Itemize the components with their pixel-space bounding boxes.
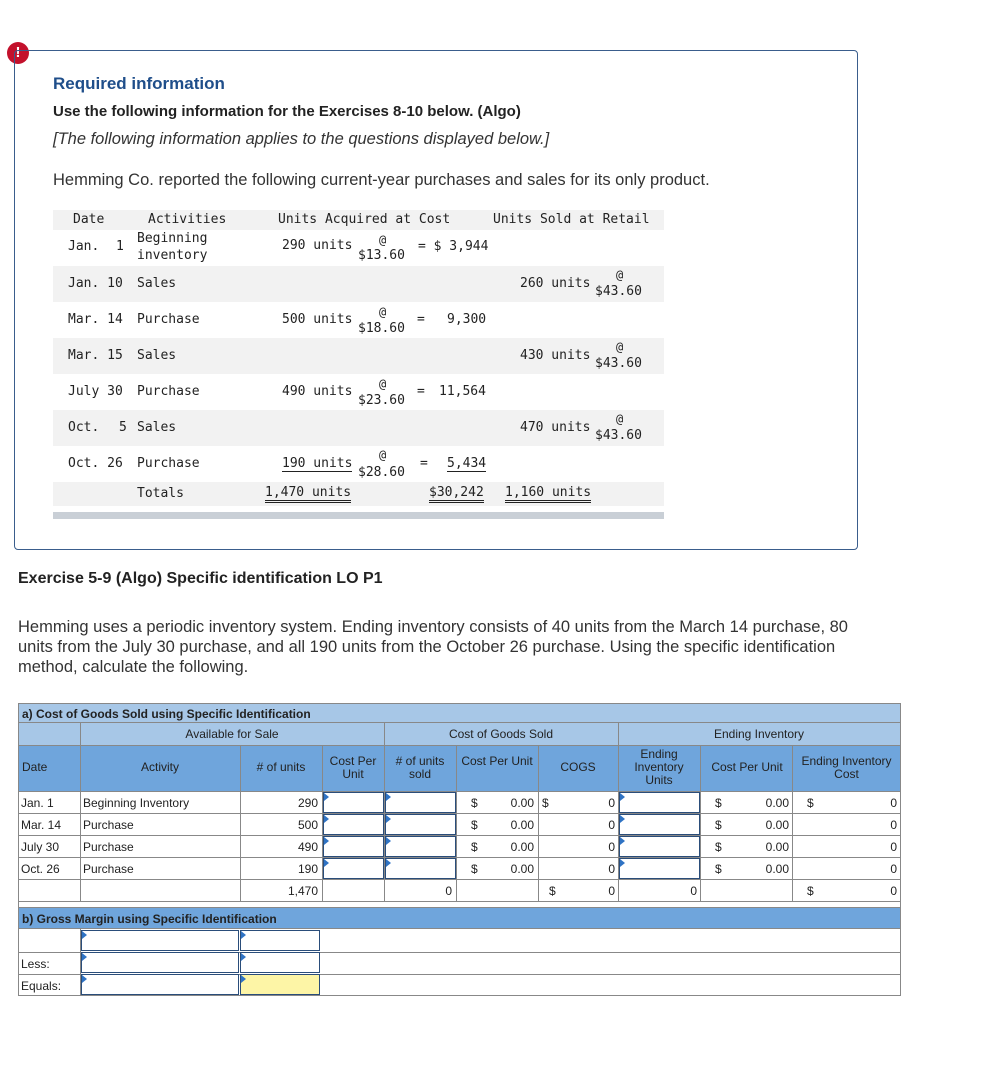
col-cogs-cost-per-unit: Cost Per Unit bbox=[461, 754, 533, 768]
table-bottom-bar bbox=[53, 512, 664, 519]
units-sold-input-jul30[interactable] bbox=[385, 836, 456, 857]
cost-per-unit-input-oct26[interactable] bbox=[323, 858, 384, 879]
cost-per-unit-input-mar14[interactable] bbox=[323, 814, 384, 835]
required-info-subtitle: Use the following information for the Exercises 8-10 below. (Algo) bbox=[53, 103, 521, 120]
table-row bbox=[53, 302, 664, 338]
row-cogs-cost-per-unit: 0.00 bbox=[510, 862, 534, 876]
table-row bbox=[53, 338, 664, 374]
part-a-header bbox=[19, 704, 900, 723]
total-units-sold: 0 bbox=[445, 884, 452, 898]
row-cogs-cost-per-unit: 0.00 bbox=[510, 818, 534, 832]
row-activity-line2: inventory bbox=[137, 248, 208, 263]
row-activity: Purchase bbox=[137, 312, 200, 327]
row-ending-cost-per-unit: 0.00 bbox=[765, 818, 789, 832]
table-row bbox=[53, 410, 664, 446]
total-units: 1,470 bbox=[287, 884, 318, 898]
header-units-sold: Units Sold at Retail bbox=[493, 212, 650, 227]
row-activity: Purchase bbox=[83, 862, 134, 876]
row-activity: Sales bbox=[137, 348, 177, 363]
currency-sign: $ bbox=[715, 862, 722, 876]
at-sign: @ bbox=[616, 412, 624, 426]
row-unit-cost: $18.60 bbox=[358, 321, 405, 336]
gross-margin-label-input-3[interactable] bbox=[81, 974, 239, 995]
currency-sign: $ bbox=[715, 840, 722, 854]
group-ending: Ending Inventory bbox=[713, 727, 805, 741]
currency-sign: $ bbox=[471, 840, 478, 854]
part-b-header bbox=[19, 907, 900, 929]
row-date: Oct. 26 bbox=[68, 456, 123, 471]
row-units: 190 bbox=[297, 862, 318, 876]
row-ending-cost: 0 bbox=[890, 796, 897, 810]
units-sold-input-oct26[interactable] bbox=[385, 858, 456, 879]
header-units-acquired: Units Acquired at Cost bbox=[278, 212, 451, 227]
required-info-title: Required information bbox=[53, 74, 225, 93]
group-available: Available for Sale bbox=[185, 727, 279, 741]
header-activities: Activities bbox=[148, 212, 227, 227]
units-sold-input-jan1[interactable] bbox=[385, 792, 456, 813]
currency-sign: $ bbox=[715, 818, 722, 832]
col-ending-cost-per-unit: Cost Per Unit bbox=[711, 760, 783, 774]
row-cogs: 0 bbox=[608, 840, 615, 854]
row-date: Mar. 14 bbox=[21, 818, 62, 832]
currency-sign: $ bbox=[471, 818, 478, 832]
row-units: 490 bbox=[297, 840, 318, 854]
row-date: Jan. bbox=[68, 239, 100, 254]
row-activity: Beginning bbox=[137, 231, 208, 246]
row-date: Jan. 1 bbox=[21, 796, 54, 810]
currency-sign: $ bbox=[807, 884, 814, 898]
row-units: 290 units bbox=[282, 238, 353, 253]
row-date: Mar. 15 bbox=[68, 348, 123, 363]
required-info-intro: Hemming Co. reported the following current-year purchases and sales for its only product. bbox=[53, 171, 710, 189]
row-date: Oct. 26 bbox=[21, 862, 60, 876]
ending-units-input-jul30[interactable] bbox=[619, 836, 700, 857]
totals-cost: $30,242 bbox=[429, 485, 484, 503]
row-sold-units: 260 units bbox=[520, 276, 591, 291]
less-label: Less: bbox=[21, 957, 50, 971]
col-activity: Activity bbox=[140, 760, 179, 774]
totals-units: 1,470 units bbox=[265, 485, 351, 503]
currency-sign: $ bbox=[471, 862, 478, 876]
row-date-day: 5 bbox=[119, 420, 127, 435]
row-units: 500 bbox=[297, 818, 318, 832]
row-retail-price: $43.60 bbox=[595, 284, 642, 299]
gross-margin-amount-input-1[interactable] bbox=[240, 930, 320, 951]
row-ending-cost-per-unit: 0.00 bbox=[765, 862, 789, 876]
equals-sign: = bbox=[417, 312, 425, 327]
at-sign: @ bbox=[616, 340, 624, 354]
at-sign: @ bbox=[616, 268, 624, 282]
row-activity: Beginning Inventory bbox=[83, 796, 190, 810]
exercise-description: Hemming uses a periodic inventory system. Ending inventory consists of 40 units from the March 14 purchase, 80 units from the July 30 purchase, and all 190 units from the October 26 purchase. Using the specific identification method, calculate the following. bbox=[18, 618, 848, 676]
total-ending-cost: 0 bbox=[890, 884, 897, 898]
col-units-sold: # of units sold bbox=[395, 754, 445, 781]
units-sold-input-mar14[interactable] bbox=[385, 814, 456, 835]
col-units: # of units bbox=[256, 760, 306, 774]
row-units: 290 bbox=[297, 796, 318, 810]
row-date: Jan. 10 bbox=[68, 276, 123, 291]
row-unit-cost: $13.60 bbox=[358, 248, 405, 263]
at-sign: @ bbox=[379, 377, 387, 391]
row-unit-cost: $28.60 bbox=[358, 465, 405, 480]
alert-icon: ! bbox=[7, 42, 29, 64]
row-sold-units: 470 units bbox=[520, 420, 591, 435]
row-units: 190 units bbox=[282, 456, 353, 471]
col-cogs: COGS bbox=[560, 760, 596, 774]
row-total-cost: 9,300 bbox=[447, 312, 487, 327]
row-retail-price: $43.60 bbox=[595, 356, 642, 371]
row-activity: Purchase bbox=[137, 456, 200, 471]
row-activity: Purchase bbox=[137, 384, 200, 399]
currency-sign: $ bbox=[715, 796, 722, 810]
gross-margin-label-input-1[interactable] bbox=[81, 930, 239, 951]
row-activity: Purchase bbox=[83, 840, 134, 854]
ending-units-input-mar14[interactable] bbox=[619, 814, 700, 835]
row-ending-cost: 0 bbox=[890, 862, 897, 876]
gross-margin-label-input-2[interactable] bbox=[81, 952, 239, 973]
currency-sign: $ bbox=[471, 796, 478, 810]
col-ending-units: Ending Inventory Units bbox=[634, 747, 684, 787]
equals-sign: = bbox=[420, 456, 428, 471]
col-date: Date bbox=[22, 760, 48, 774]
row-cogs: 0 bbox=[608, 796, 615, 810]
part-a-title: a) Cost of Goods Sold using Specific Identification bbox=[22, 707, 311, 721]
table-row bbox=[53, 230, 664, 266]
row-cogs-cost-per-unit: 0.00 bbox=[510, 840, 534, 854]
row-retail-price: $43.60 bbox=[595, 428, 642, 443]
currency-sign: $ bbox=[542, 796, 549, 810]
row-ending-cost: 0 bbox=[890, 840, 897, 854]
ending-units-input-oct26[interactable] bbox=[619, 858, 700, 879]
totals-row bbox=[53, 482, 664, 506]
row-date-day: 1 bbox=[116, 239, 124, 254]
totals-sold: 1,160 units bbox=[505, 485, 591, 503]
currency-sign: $ bbox=[549, 884, 556, 898]
row-units: 500 units bbox=[282, 312, 353, 327]
worksheet bbox=[18, 703, 901, 996]
row-total-cost: 5,434 bbox=[447, 456, 487, 471]
at-sign: @ bbox=[379, 305, 387, 319]
row-cogs: 0 bbox=[608, 818, 615, 832]
equals-label: Equals: bbox=[21, 979, 62, 993]
row-activity: Sales bbox=[137, 420, 177, 435]
row-ending-cost: 0 bbox=[890, 818, 897, 832]
row-units: 490 units bbox=[282, 384, 353, 399]
gross-margin-result-input[interactable] bbox=[240, 974, 320, 995]
currency-sign: $ bbox=[807, 796, 814, 810]
equals-sign: = bbox=[417, 384, 425, 399]
group-cogs: Cost of Goods Sold bbox=[448, 727, 554, 741]
row-date: July 30 bbox=[68, 384, 123, 399]
gross-margin-amount-input-2[interactable] bbox=[240, 952, 320, 973]
at-sign: @ bbox=[379, 448, 387, 462]
required-info-note: [The following information applies to the questions displayed below.] bbox=[53, 130, 550, 148]
totals-label: Totals bbox=[137, 486, 184, 501]
row-total-cost: 11,564 bbox=[439, 384, 486, 399]
row-cogs-cost-per-unit: 0.00 bbox=[510, 796, 534, 810]
row-cogs: 0 bbox=[608, 862, 615, 876]
row-ending-cost-per-unit: 0.00 bbox=[765, 840, 789, 854]
exercise-title: Exercise 5-9 (Algo) Specific identification LO P1 bbox=[18, 570, 383, 587]
row-sold-units: 430 units bbox=[520, 348, 591, 363]
row-date: Mar. 14 bbox=[68, 312, 123, 327]
cost-per-unit-input-jul30[interactable] bbox=[323, 836, 384, 857]
table-row bbox=[53, 446, 664, 480]
row-activity: Sales bbox=[137, 276, 177, 291]
ending-units-input-jan1[interactable] bbox=[619, 792, 700, 813]
row-unit-cost: $23.60 bbox=[358, 393, 405, 408]
at-sign: @ bbox=[379, 233, 387, 247]
table-header-row bbox=[53, 210, 664, 230]
total-cogs: 0 bbox=[608, 884, 615, 898]
part-b-title: b) Gross Margin using Specific Identification bbox=[22, 912, 277, 926]
row-date: Oct. bbox=[68, 420, 100, 435]
col-ending-cost: Ending Inventory Cost bbox=[801, 754, 892, 781]
table-row bbox=[53, 266, 664, 302]
col-cost-per-unit: Cost Per Unit bbox=[329, 754, 377, 781]
cost-per-unit-input-jan1[interactable] bbox=[323, 792, 384, 813]
header-date: Date bbox=[73, 212, 105, 227]
row-total-cost: = $ 3,944 bbox=[418, 239, 489, 254]
table-row bbox=[53, 374, 664, 410]
row-date: July 30 bbox=[21, 840, 60, 854]
total-ending-units: 0 bbox=[690, 884, 697, 898]
row-ending-cost-per-unit: 0.00 bbox=[765, 796, 789, 810]
row-activity: Purchase bbox=[83, 818, 134, 832]
